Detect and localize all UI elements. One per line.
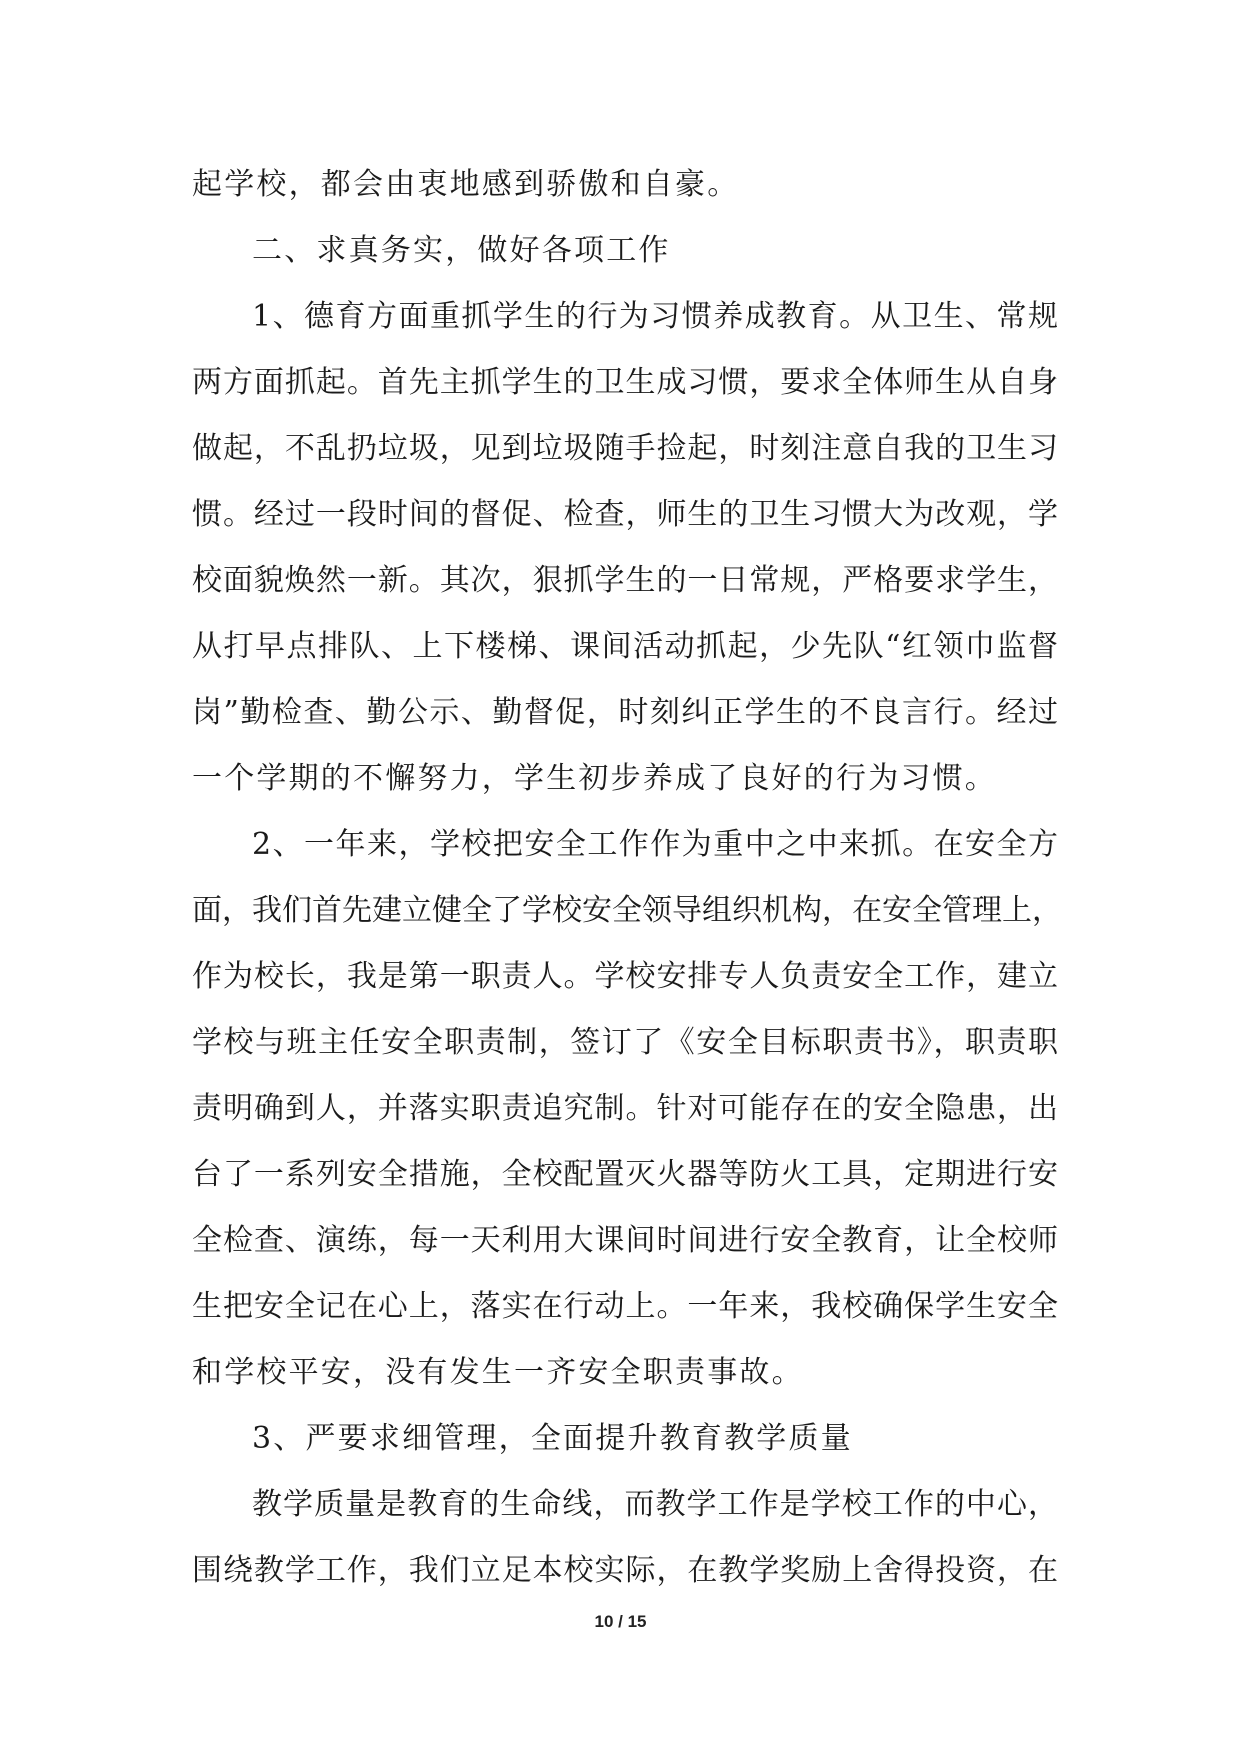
text-line: 教学质量是教育的生命线，而教学工作是学校工作的中心， <box>252 1487 1058 1522</box>
page-number: 10 / 15 <box>594 1612 647 1631</box>
section-heading: 二、求真务实，做好各项工作 <box>252 233 671 268</box>
text-line: 学校与班主任安全职责制，签订了《安全目标职责书》，职责职 <box>192 1025 1058 1060</box>
text-line: 面，我们首先建立健全了学校安全领导组织机构，在安全管理上， <box>192 893 1062 928</box>
text-line: 一个学期的不懈努力，学生初步养成了良好的行为习惯。 <box>192 761 997 796</box>
text-line: 全检查、演练，每一天利用大课间时间进行安全教育，让全校师 <box>192 1223 1058 1258</box>
text-line: 作为校长，我是第一职责人。学校安排专人负责安全工作，建立 <box>192 959 1058 994</box>
section-heading: 3、严要求细管理，全面提升教育教学质量 <box>252 1421 853 1456</box>
text-line: 岗”勤检查、勤公示、勤督促，时刻纠正学生的不良言行。经过 <box>192 695 1058 730</box>
text-line: 校面貌焕然一新。其次，狠抓学生的一日常规，严格要求学生， <box>192 563 1058 598</box>
text-line: 生把安全记在心上，落实在行动上。一年来，我校确保学生安全 <box>192 1289 1058 1324</box>
text-line: 两方面抓起。首先主抓学生的卫生成习惯，要求全体师生从自身 <box>192 365 1058 400</box>
text-line: 围绕教学工作，我们立足本校实际，在教学奖励上舍得投资，在 <box>192 1553 1058 1588</box>
text-line: 1、德育方面重抓学生的行为习惯养成教育。从卫生、常规 <box>252 299 1058 334</box>
text-line: 责明确到人，并落实职责追究制。针对可能存在的安全隐患，出 <box>192 1091 1058 1126</box>
text-line: 和学校平安，没有发生一齐安全职责事故。 <box>192 1355 804 1390</box>
text-line: 起学校，都会由衷地感到骄傲和自豪。 <box>192 167 740 202</box>
document-body <box>192 152 1062 1604</box>
text-line: 台了一系列安全措施，全校配置灭火器等防火工具，定期进行安 <box>192 1157 1058 1192</box>
text-line: 惯。经过一段时间的督促、检查，师生的卫生习惯大为改观，学 <box>192 497 1058 532</box>
text-line: 2、一年来，学校把安全工作作为重中之中来抓。在安全方 <box>252 827 1058 862</box>
text-line: 做起，不乱扔垃圾，见到垃圾随手捡起，时刻注意自我的卫生习 <box>192 431 1058 466</box>
text-line: 从打早点排队、上下楼梯、课间活动抓起，少先队“红领巾监督 <box>192 629 1058 664</box>
